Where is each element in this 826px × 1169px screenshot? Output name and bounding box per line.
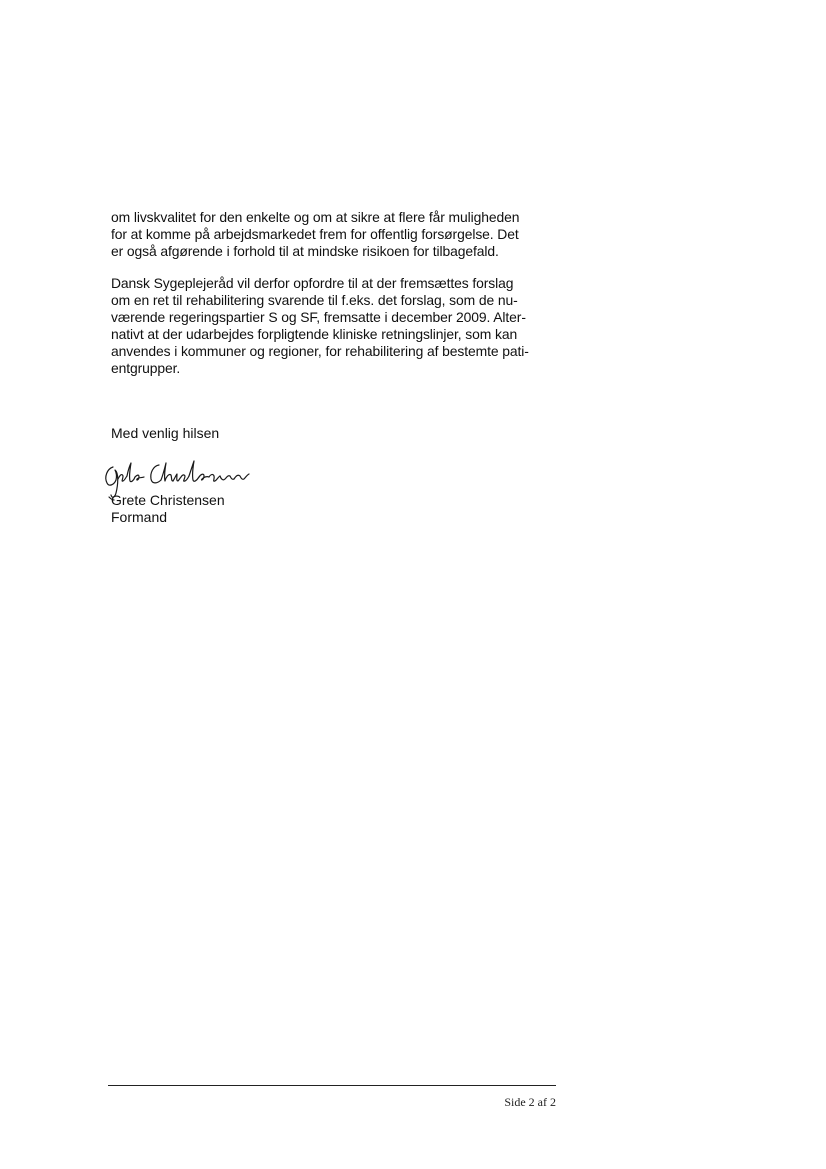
- footer-divider: [108, 1085, 556, 1086]
- closing-salutation: Med venlig hilsen: [111, 425, 220, 441]
- signer-title: Formand: [111, 509, 168, 525]
- paragraph-line: om livskvalitet for den enkelte og om at sikre at flere får muligheden: [111, 209, 520, 225]
- body-paragraph-2: [111, 275, 571, 377]
- signer-name: Grete Christensen: [111, 492, 225, 508]
- paragraph-line: entgrupper.: [111, 360, 181, 376]
- paragraph-line: om en ret til rehabilitering svarende til f.eks. det forslag, som de nu-: [111, 292, 518, 308]
- paragraph-line: Dansk Sygeplejeråd vil derfor opfordre til at der fremsættes forslag: [111, 275, 514, 291]
- page-number: Side 2 af 2: [504, 1095, 556, 1109]
- paragraph-line: for at komme på arbejdsmarkedet frem for offentlig forsørgelse. Det: [111, 226, 519, 242]
- paragraph-line: nativt at der udarbejdes forpligtende kliniske retningslinjer, som kan: [111, 326, 518, 342]
- body-paragraph-1: [111, 209, 571, 260]
- paragraph-line: er også afgørende i forhold til at mindske risikoen for tilbagefald.: [111, 243, 499, 259]
- paragraph-line: anvendes i kommuner og regioner, for rehabilitering af bestemte pati-: [111, 343, 529, 359]
- signer-block: [111, 492, 225, 526]
- paragraph-line: værende regeringspartier S og SF, fremsatte i december 2009. Alter-: [111, 309, 526, 325]
